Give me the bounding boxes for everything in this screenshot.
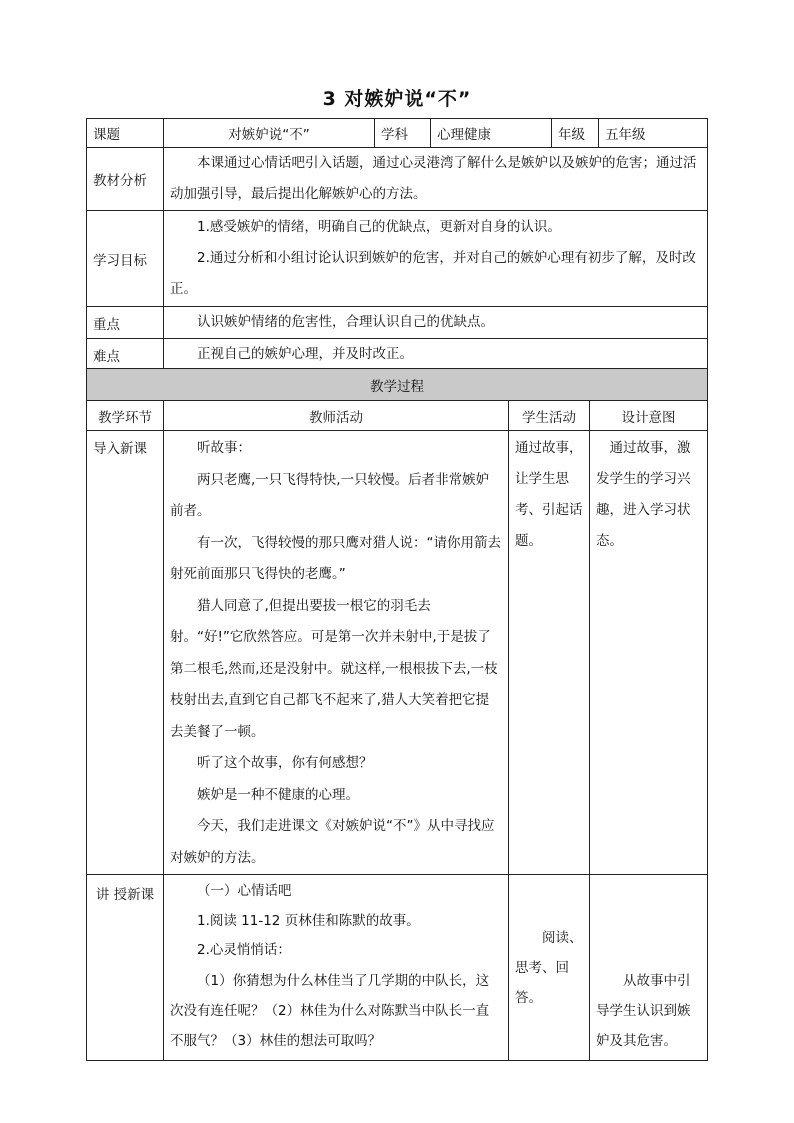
lesson-design-intent: 从故事中引导学生认识到嫉妒及其危害。: [590, 875, 708, 1061]
lesson-info-table: [86, 118, 708, 371]
column-header-student: 学生活动: [509, 401, 590, 431]
course-label: 学科: [375, 119, 431, 148]
intro-paragraph: 嫉妒是一种不健康的心理。: [197, 786, 359, 803]
difficulty-text: 正视自己的嫉妒心理，并及时改正。: [197, 346, 413, 362]
column-header-intent: 设计意图: [590, 401, 708, 431]
intro-paragraph: 有一次，飞得较慢的那只鹰对猎人说：“请你用箭去射死前面那只飞得快的老鹰。”: [170, 534, 501, 582]
lesson-paragraph: 1.阅读 11-12 页林佳和陈默的故事。: [197, 912, 420, 929]
process-header: 教学过程: [87, 369, 708, 401]
teaching-process-table: [86, 368, 708, 1061]
intro-paragraph: 猎人同意了,但提出要拔一根它的羽毛去射。“好!”它欣然答应。可是第一次并未射中,于是拔了第二根毛,然而,还是没射中。就这样,一根根拔下去,一枝枝射出去,直到它自己都飞不起来了,猎人大笑着把它提去美餐了一顿。: [170, 597, 498, 740]
intro-stage: 导入新课: [87, 431, 164, 875]
intro-student-activity: 通过故事，让学生思考、引起话题。: [509, 431, 590, 875]
lesson-paragraph: （1）你猜想为什么林佳当了几学期的中队长，这次没有连任呢？（2）林佳为什么对陈默当中队长一直不服气？（3）林佳的想法可取吗？: [170, 972, 490, 1049]
lesson-stage: 讲 授新课: [87, 875, 164, 1061]
page-title: 3 对嫉妒说“不”: [322, 88, 472, 110]
intro-paragraph: 今天，我们走进课文《对嫉妒说“不”》从中寻找应对嫉妒的方法。: [170, 818, 495, 866]
intro-paragraph: 听了这个故事，你有何感想？: [197, 755, 373, 771]
subject-label: 课题: [87, 119, 164, 148]
goal-item: 2.通过分析和小组讨论认识到嫉妒的危害，并对自己的嫉妒心理有初步了解，及时改正。: [170, 250, 696, 297]
goal-item: 1.感受嫉妒的情绪，明确自己的优缺点，更新对自身的认识。: [197, 219, 561, 235]
lesson-student-activity: 阅读、思考、回答。: [509, 875, 590, 1061]
difficulty-label: 难点: [87, 339, 164, 371]
subject-value: 对嫉妒说“不”: [164, 119, 375, 148]
key-label: 重点: [87, 307, 164, 339]
lesson-paragraph: 2.心灵悄悄话：: [197, 942, 291, 958]
course-value: 心理健康: [431, 119, 552, 148]
column-header-teacher: 教师活动: [164, 401, 509, 431]
column-header-stage: 教学环节: [87, 401, 164, 431]
grade-label: 年级: [552, 119, 599, 148]
grade-value: 五年级: [599, 119, 708, 148]
intro-design-intent: 通过故事，激发学生的学习兴趣，进入学习状态。: [590, 431, 708, 875]
key-text: 认识嫉妒情绪的危害性，合理认识自己的优缺点。: [197, 314, 494, 330]
lesson-paragraph: （一）心情话吧: [197, 883, 292, 899]
goals-label: 学习目标: [87, 211, 164, 307]
analysis-label: 教材分析: [87, 148, 164, 211]
intro-paragraph: 两只老鹰,一只飞得特快,一只较慢。后者非常嫉妒前者。: [170, 471, 490, 519]
intro-paragraph: 听故事：: [197, 440, 251, 456]
analysis-text: 本课通过心情话吧引入话题，通过心灵港湾了解什么是嫉妒以及嫉妒的危害；通过活动加强引导，最后提出化解嫉妒心的方法。: [170, 155, 697, 202]
